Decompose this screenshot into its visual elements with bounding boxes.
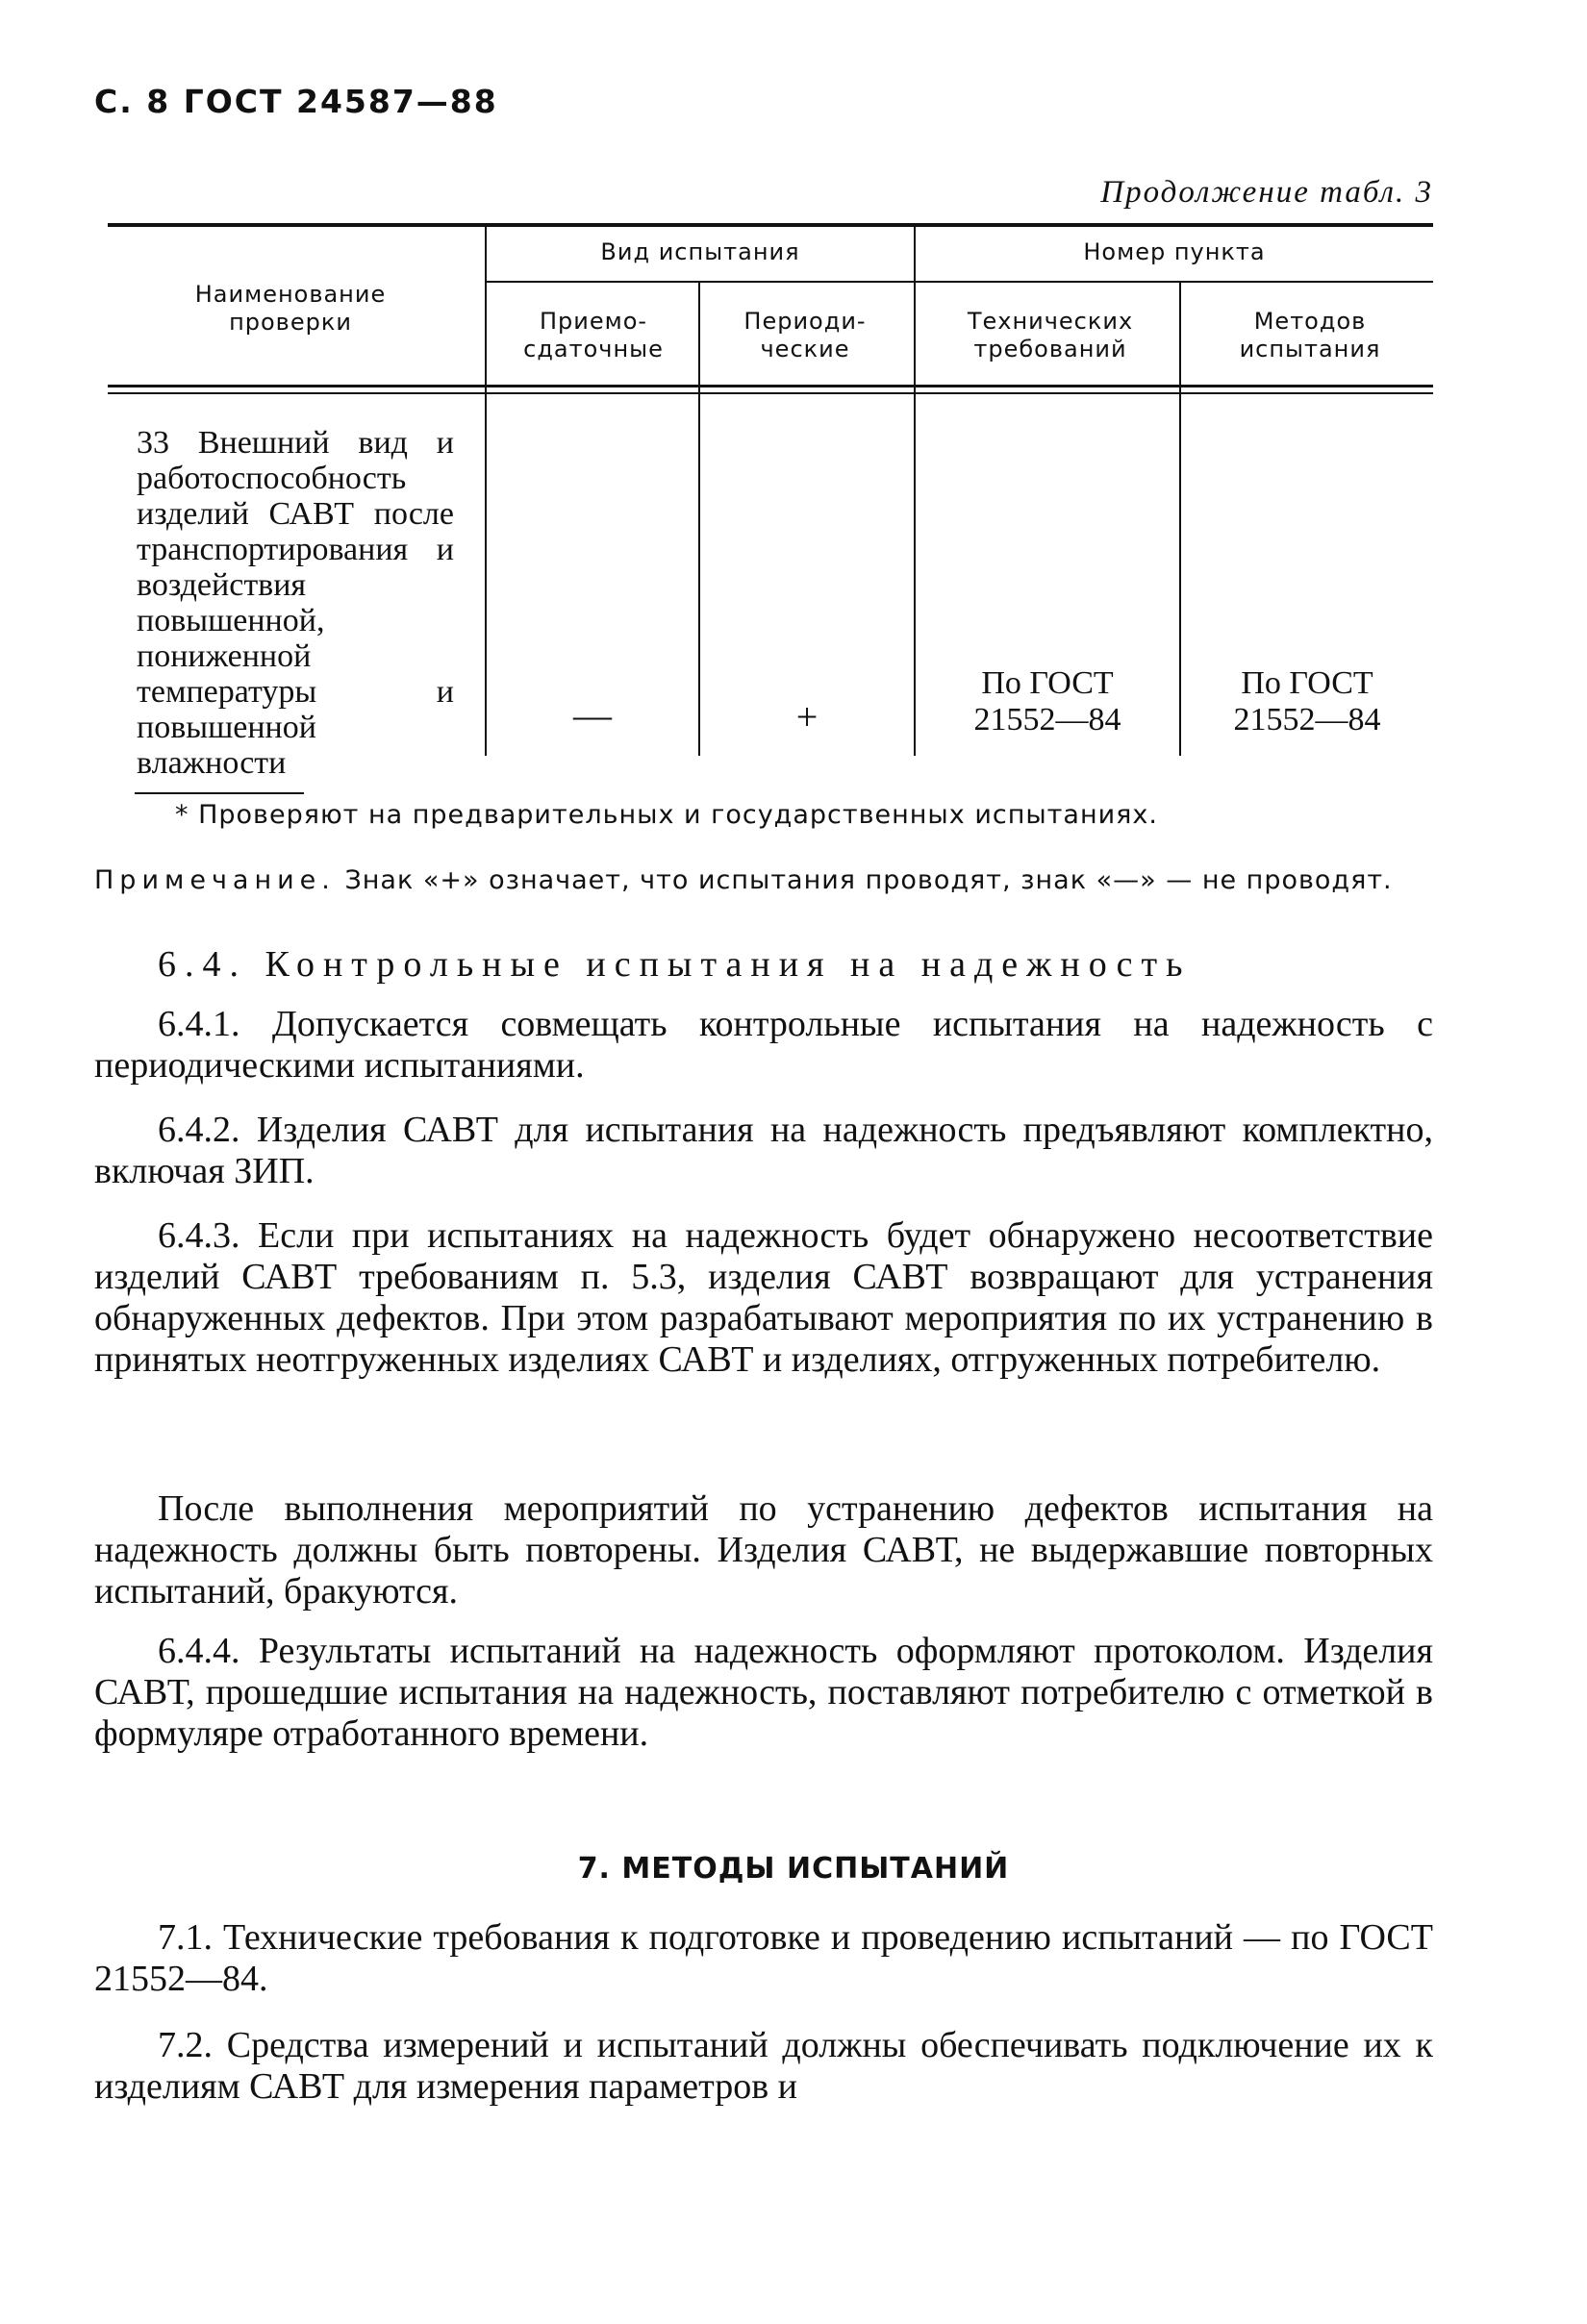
- inspection-table: [108, 223, 1433, 781]
- row-technical-ref-line1: По ГОСТ: [981, 665, 1114, 701]
- row-check-name: 33 Внешний вид и работоспособность изделий САВТ после транспортирования и воздействия повышенной, пониженной температуры и повышенной влажности: [137, 425, 454, 781]
- paragraph-6-4-2: 6.4.2. Изделия САВТ для испытания на надежность предъявляют комплектно, включая ЗИП.: [94, 1110, 1433, 1191]
- header-item-number: Номер пункта: [1083, 238, 1266, 265]
- header-test-type: Вид испытания: [600, 238, 800, 265]
- section-7-heading: 7. МЕТОДЫ ИСПЫТАНИЙ: [577, 1852, 1010, 1886]
- row-acceptance-mark: —: [573, 693, 612, 737]
- table-header-rule: [108, 385, 1433, 387]
- paragraph-7-2: 7.2. Средства измерений и испытаний должны обеспечивать подключение их к изделиям САВТ для измерения параметров и: [94, 2025, 1433, 2107]
- header-periodic: Периоди-ческие: [743, 308, 867, 362]
- footnote-rule: [135, 792, 304, 794]
- table-group-rule: [485, 281, 1433, 283]
- header-technical: Технических требований: [967, 308, 1134, 362]
- page-header: С. 8 ГОСТ 24587—88: [94, 83, 498, 120]
- header-acceptance: Приемо-сдаточные: [523, 308, 664, 362]
- row-periodic-mark: +: [795, 695, 819, 738]
- table-continuation-label: Продолжение табл. 3: [1100, 175, 1433, 210]
- note-label: Примечание.: [94, 865, 336, 895]
- col-rule-2: [698, 281, 700, 756]
- row-methods-ref-line1: По ГОСТ: [1241, 665, 1373, 701]
- paragraph-6-4-4: 6.4.4. Результаты испытаний на надежность оформляют протоколом. Изделия САВТ, прошедшие испытания на надежность, поставляют потребителю с отметкой в формуляре отработанного времени.: [94, 1631, 1433, 1754]
- paragraph-7-1: 7.1. Технические требования к подготовке и проведению испытаний — по ГОСТ 21552—84.: [94, 1917, 1433, 1999]
- row-technical-ref: [916, 665, 1179, 738]
- paragraph-6-4-3-continued: После выполнения мероприятий по устранению дефектов испытания на надежность должны быть повторены. Изделия САВТ, не выдержавшие повторных испытаний, бракуются.: [94, 1488, 1433, 1612]
- table-top-rule: [108, 223, 1433, 227]
- paragraph-6-4-3: 6.4.3. Если при испытаниях на надежность будет обнаружено несоответствие изделий САВТ требованиям п. 5.3, изделия САВТ возвращают для устранения обнаруженных дефектов. При этом разрабатывают мероприятия по их устранению в принятых неотгруженных изделиях САВТ и изделиях, отгруженных потребителю.: [94, 1215, 1433, 1380]
- col-rule-1: [485, 227, 487, 756]
- row-methods-ref: [1181, 665, 1433, 738]
- note-text: Знак «+» означает, что испытания проводят, знак «—» — не проводят.: [335, 865, 1393, 895]
- row-methods-ref-line2: 21552—84: [1233, 702, 1381, 737]
- header-check-name: Наименование проверки: [194, 281, 387, 336]
- row-technical-ref-line2: 21552—84: [973, 702, 1121, 737]
- table-header-rule-2: [108, 392, 1433, 394]
- section-6-4-heading: 6.4. Контрольные испытания на надежность: [158, 944, 1192, 985]
- footnote: * Проверяют на предварительных и государственных испытаниях.: [175, 800, 1158, 830]
- table-note: [94, 863, 1431, 898]
- header-methods: Методов испытания: [1239, 308, 1381, 362]
- paragraph-6-4-1: 6.4.1. Допускается совмещать контрольные испытания на надежность с периодическими испытаниями.: [94, 1004, 1433, 1086]
